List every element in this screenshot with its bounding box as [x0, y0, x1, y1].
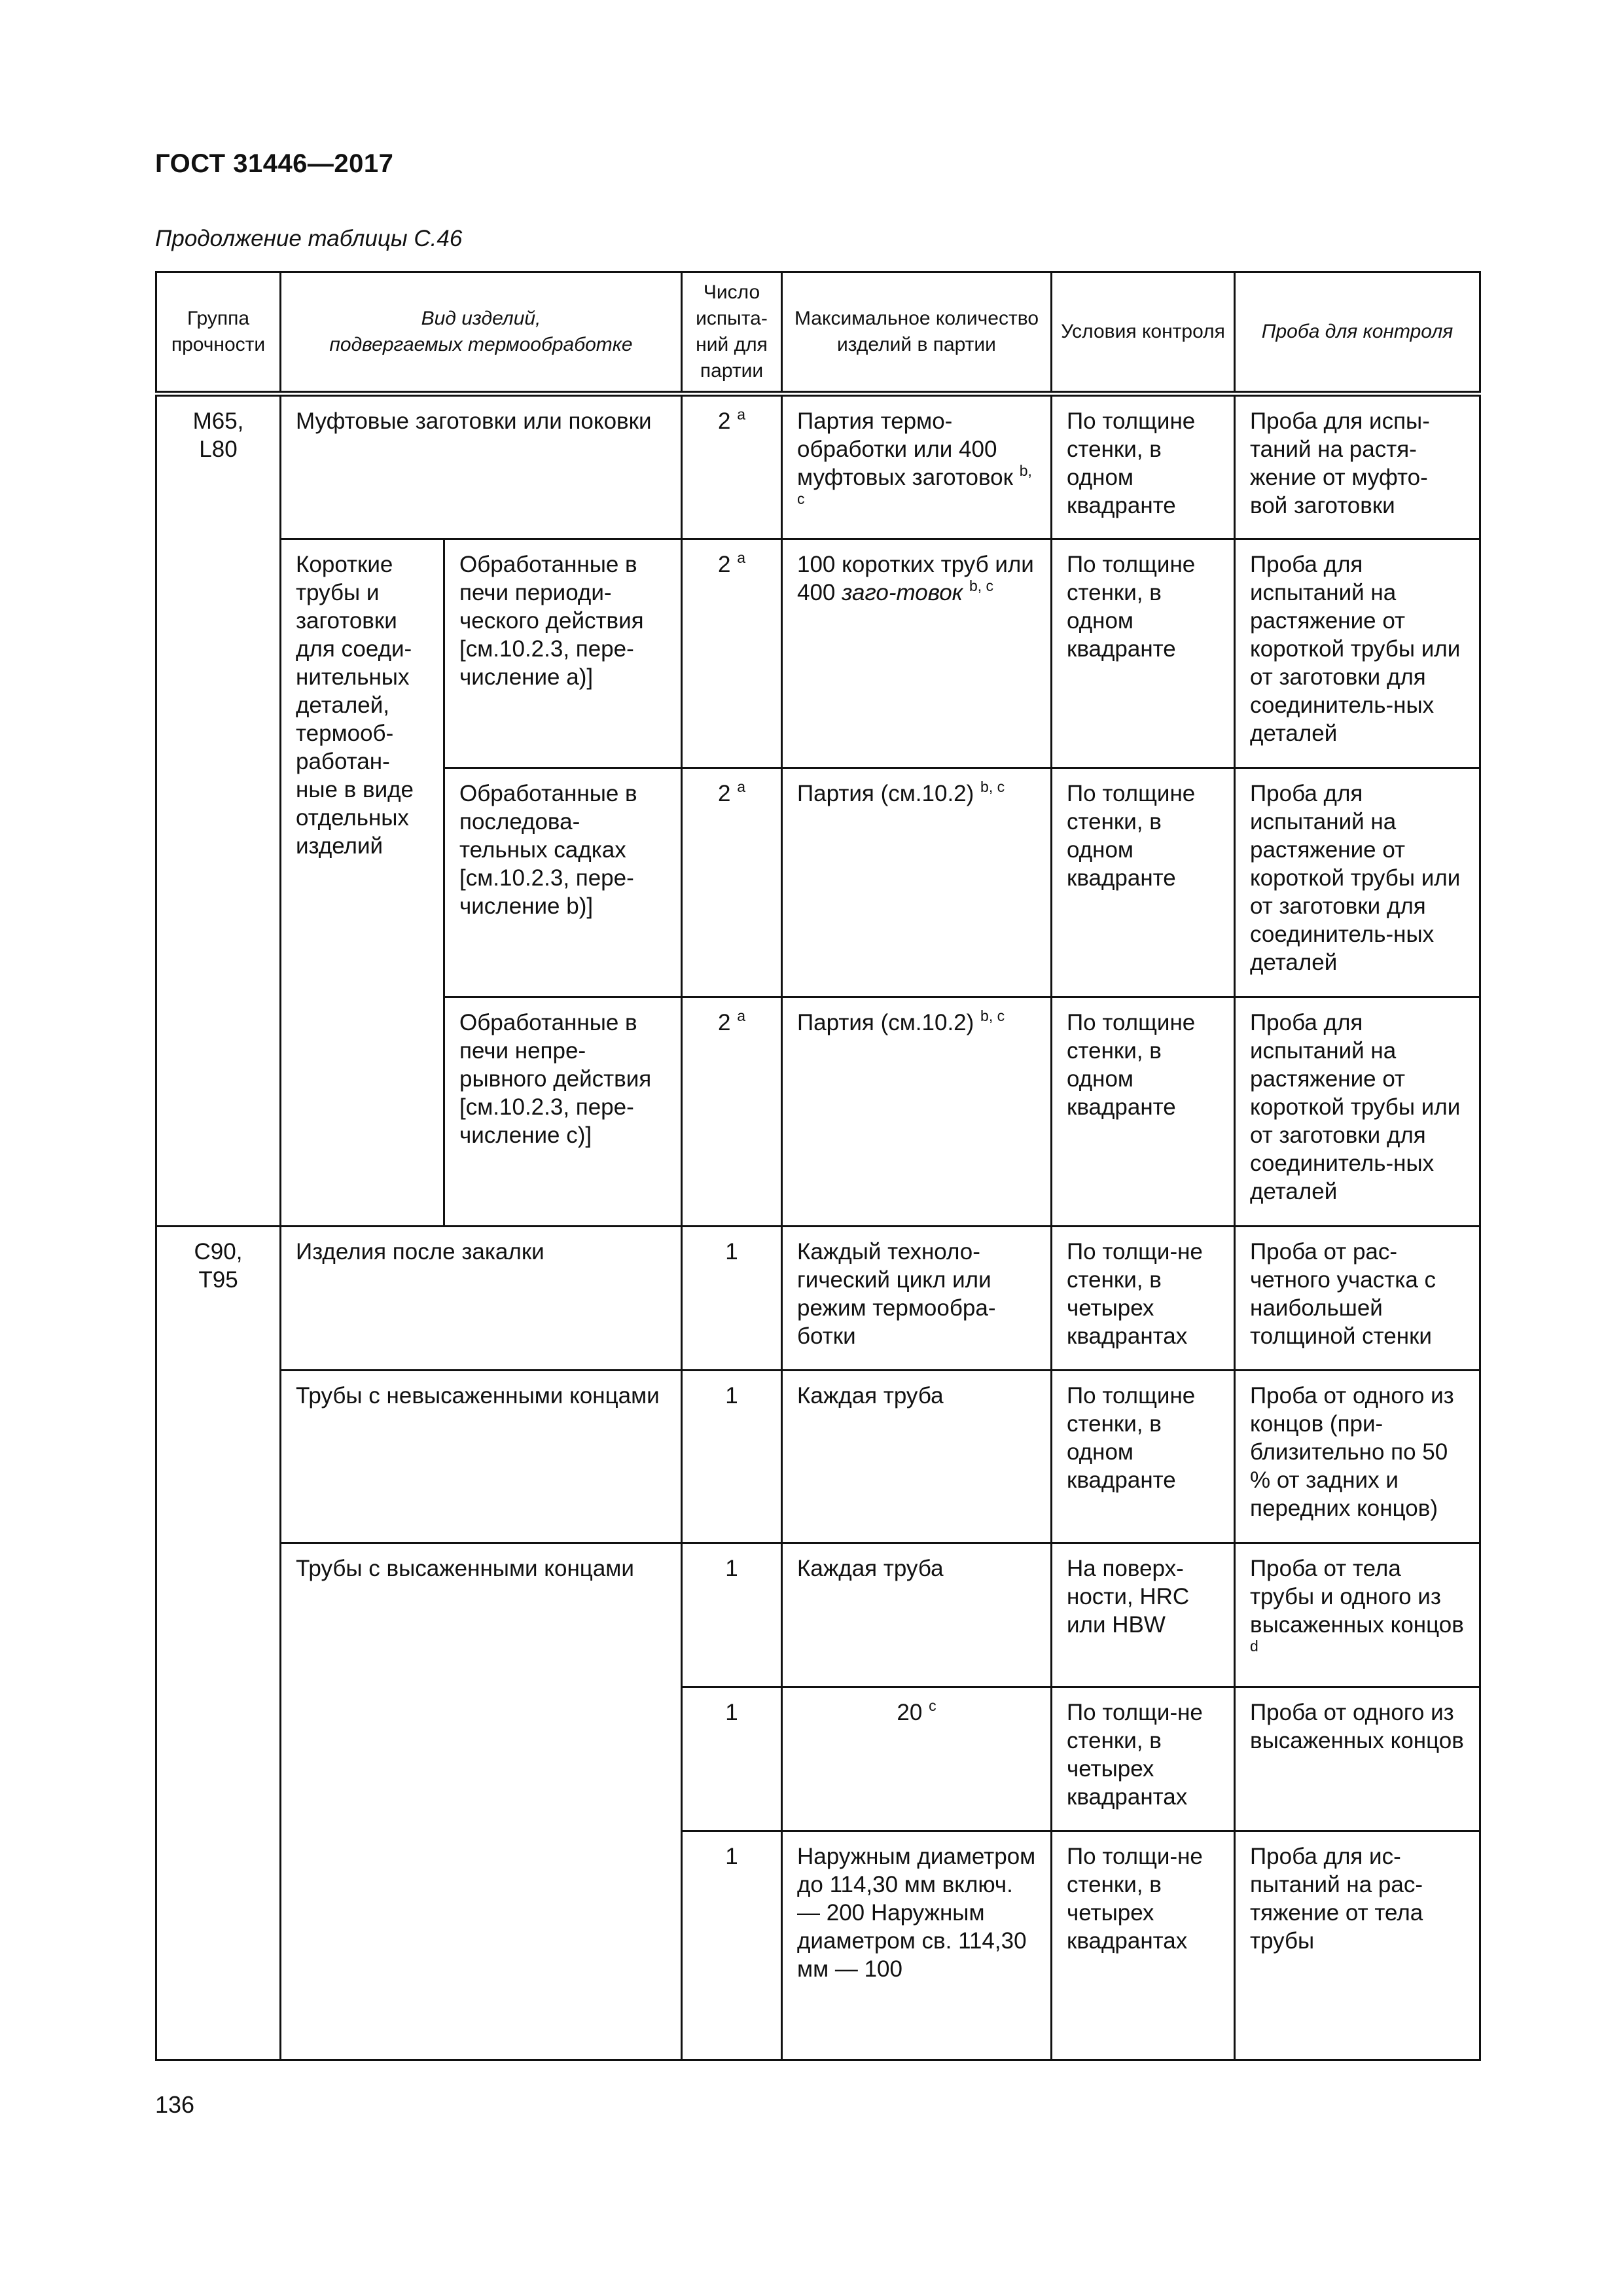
product-sub-cell: Обработанные в последова-тельных садках [см.10.2.3, пере-числение b)] [444, 768, 682, 997]
count-cell: 1 [682, 1543, 782, 1687]
footnote-mark: a [737, 406, 745, 423]
group-cell-c90-t95: C90, T95 [156, 1227, 281, 2060]
count-cell [682, 394, 782, 539]
count-value: 2 [718, 552, 731, 577]
qty-cell [782, 768, 1052, 997]
sample-cell: Проба для испы-таний на растя-жение от муфто-вой заготовки [1235, 394, 1480, 539]
sample-cell: Проба от одного из концов (при-близительно по 50 % от задних и передних концов) [1235, 1371, 1480, 1543]
product-cell: Муфтовые заготовки или поковки [281, 394, 682, 539]
conditions-cell: По толщине стенки, в одном квадранте [1052, 768, 1235, 997]
product-cell: Трубы с высаженными концами [281, 1543, 682, 2060]
sample-cell: Проба от одного из высаженных концов [1235, 1687, 1480, 1831]
footnote-mark: a [737, 778, 745, 795]
table-row [156, 394, 1480, 539]
sample-cell: Проба от рас-четного участка с наибольшей толщиной стенки [1235, 1227, 1480, 1371]
count-value: 2 [718, 781, 731, 806]
qty-value: Партия (см.10.2) [797, 1010, 974, 1035]
count-value: 2 [718, 1010, 731, 1035]
conditions-cell: По толщи-не стенки, в четырех квадрантах [1052, 1687, 1235, 1831]
document-header: ГОСТ 31446—2017 [155, 149, 394, 178]
header-max-qty: Максимальное количество изделий в партии [782, 272, 1052, 394]
table-row [156, 1227, 1480, 1371]
sample-cell: Проба для ис-пытаний на рас-тяжение от тела трубы [1235, 1831, 1480, 2060]
qty-cell [782, 1687, 1052, 1831]
qty-value: 20 [897, 1700, 923, 1725]
table-row [156, 1543, 1480, 1687]
conditions-cell: По толщине стенки, в одном квадранте [1052, 394, 1235, 539]
header-product-type-line2: подвергаемых термообработке [329, 334, 633, 355]
qty-value: 100 коротких труб или 400 [797, 552, 1034, 605]
product-cell: Изделия после закалки [281, 1227, 682, 1371]
footnote-mark: b, c [969, 577, 994, 594]
qty-cell: Каждый техноло-гический цикл или режим термообра-ботки [782, 1227, 1052, 1371]
conditions-cell: По толщи-не стенки, в четырех квадрантах [1052, 1227, 1235, 1371]
table-caption: Продолжение таблицы С.46 [155, 226, 463, 251]
sample-cell: Проба для испытаний на растяжение от короткой трубы или от заготовки для соединитель-ных деталей [1235, 997, 1480, 1227]
conditions-cell: По толщи-не стенки, в четырех квадрантах [1052, 1831, 1235, 2060]
header-group: Группа прочности [156, 272, 281, 394]
qty-cell [782, 394, 1052, 539]
group-cell-m65-l80: M65, L80 [156, 394, 281, 1227]
footnote-mark: a [737, 549, 745, 566]
table-row [156, 1371, 1480, 1543]
heat-treatment-table [155, 271, 1481, 2061]
qty-cell [782, 997, 1052, 1227]
conditions-cell: На поверх-ности, HRC или HBW [1052, 1543, 1235, 1687]
sample-cell: Проба для испытаний на растяжение от короткой трубы или от заготовки для соединитель-ных деталей [1235, 768, 1480, 997]
qty-cell: Каждая труба [782, 1371, 1052, 1543]
product-sub-cell: Обработанные в печи непре-рывного действия [см.10.2.3, пере-числение c)] [444, 997, 682, 1227]
product-main-cell: Короткие трубы и заготовки для соеди-нительных деталей, термооб-работан-ные в виде отдельных изделий [281, 539, 444, 1227]
sample-value: Проба от тела трубы и одного из высаженных концов [1250, 1556, 1464, 1638]
qty-value-italic: заго-товок [842, 580, 963, 605]
count-cell [682, 539, 782, 768]
conditions-cell: По толщине стенки, в одном квадранте [1052, 997, 1235, 1227]
conditions-cell: По толщине стенки, в одном квадранте [1052, 1371, 1235, 1543]
header-product-type [281, 272, 682, 394]
qty-cell: Каждая труба [782, 1543, 1052, 1687]
conditions-cell: По толщине стенки, в одном квадранте [1052, 539, 1235, 768]
qty-value: Партия (см.10.2) [797, 781, 974, 806]
count-cell [682, 768, 782, 997]
qty-value: Партия термо-обработки или 400 муфтовых заготовок [797, 408, 1013, 490]
product-cell: Трубы с невысаженными концами [281, 1371, 682, 1543]
footnote-mark: c [929, 1697, 936, 1714]
count-cell: 1 [682, 1371, 782, 1543]
table-row [156, 539, 1480, 768]
header-sample: Проба для контроля [1235, 272, 1480, 394]
header-product-type-line1: Вид изделий, [421, 308, 541, 329]
count-cell: 1 [682, 1687, 782, 1831]
header-conditions: Условия контроля [1052, 272, 1235, 394]
count-cell: 1 [682, 1831, 782, 2060]
header-tests-count: Число испыта-ний для партии [682, 272, 782, 394]
count-cell: 1 [682, 1227, 782, 1371]
page-number: 136 [155, 2091, 195, 2118]
footnote-mark: b, c [980, 1007, 1005, 1024]
footnote-mark: d [1250, 1638, 1258, 1655]
qty-cell [782, 539, 1052, 768]
product-sub-cell: Обработанные в печи периоди-ческого действия [см.10.2.3, пере-числение a)] [444, 539, 682, 768]
table-header-row [156, 272, 1480, 394]
footnote-mark: b, c [797, 462, 1032, 507]
sample-cell: Проба для испытаний на растяжение от короткой трубы или от заготовки для соединитель-ных деталей [1235, 539, 1480, 768]
qty-cell: Наружным диаметром до 114,30 мм включ. — 200 Наружным диаметром св. 114,30 мм — 100 [782, 1831, 1052, 2060]
footnote-mark: b, c [980, 778, 1005, 795]
count-value: 2 [718, 408, 731, 434]
sample-cell [1235, 1543, 1480, 1687]
footnote-mark: a [737, 1007, 745, 1024]
count-cell [682, 997, 782, 1227]
